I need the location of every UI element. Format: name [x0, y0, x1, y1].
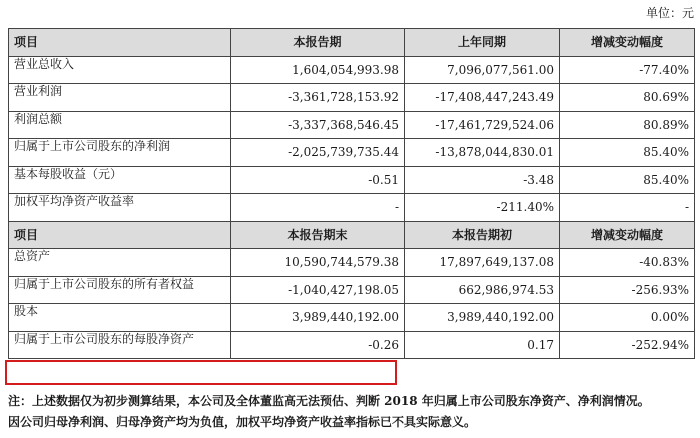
prior-value: -13,878,044,830.01: [405, 139, 560, 167]
start-value: 0.17: [405, 331, 560, 359]
current-value: -3,361,728,153.92: [231, 84, 405, 112]
table-row: [9, 276, 695, 304]
change-value: 0.00%: [560, 304, 695, 332]
prior-value: 7,096,077,561.00: [405, 56, 560, 84]
table-row: [9, 139, 695, 167]
change-value: 85.40%: [560, 139, 695, 167]
change-value: -40.83%: [560, 249, 695, 277]
table-row: [9, 111, 695, 139]
row-label: 股本: [9, 304, 231, 332]
row-label: 营业总收入: [9, 56, 231, 84]
header-cell: 本报告期末: [231, 221, 405, 249]
table-row: [9, 331, 695, 359]
header-cell: 项目: [9, 29, 231, 57]
change-value: 80.69%: [560, 84, 695, 112]
table-header-row: [9, 29, 695, 57]
current-value: 1,604,054,993.98: [231, 56, 405, 84]
table-row: [9, 194, 695, 222]
prior-value: -211.40%: [405, 194, 560, 222]
change-value: -256.93%: [560, 276, 695, 304]
row-label: 营业利润: [9, 84, 231, 112]
current-value: -3,337,368,546.45: [231, 111, 405, 139]
header-cell: 上年同期: [405, 29, 560, 57]
start-value: 662,986,974.53: [405, 276, 560, 304]
highlight-box: [5, 360, 397, 385]
change-value: -77.40%: [560, 56, 695, 84]
table-row: [9, 166, 695, 194]
current-value: -2,025,739,735.44: [231, 139, 405, 167]
footnote-line-2: 因公司归母净利润、归母净资产均为负值，加权平均净资产收益率指标已不具实际意义。: [8, 415, 477, 429]
header-cell: 增减变动幅度: [560, 29, 695, 57]
current-value: -0.51: [231, 166, 405, 194]
row-label: 加权平均净资产收益率: [9, 194, 231, 222]
header-cell: 本报告期: [231, 29, 405, 57]
row-label: 归属于上市公司股东的所有者权益: [9, 276, 231, 304]
row-label: 归属于上市公司股东的每股净资产: [9, 331, 231, 359]
prior-value: -17,461,729,524.06: [405, 111, 560, 139]
start-value: 17,897,649,137.08: [405, 249, 560, 277]
change-value: -: [560, 194, 695, 222]
row-label: 利润总额: [9, 111, 231, 139]
financial-summary-table: [8, 28, 695, 359]
change-value: -252.94%: [560, 331, 695, 359]
change-value: 85.40%: [560, 166, 695, 194]
footnote: [8, 391, 650, 433]
row-label: 基本每股收益（元）: [9, 166, 231, 194]
row-label: 归属于上市公司股东的净利润: [9, 139, 231, 167]
end-value: -0.26: [231, 331, 405, 359]
prior-value: -17,408,447,243.49: [405, 84, 560, 112]
table-header-row: [9, 221, 695, 249]
header-cell: 本报告期初: [405, 221, 560, 249]
change-value: 80.89%: [560, 111, 695, 139]
table-row: [9, 249, 695, 277]
start-value: 3,989,440,192.00: [405, 304, 560, 332]
footnote-line-1: 注：上述数据仅为初步测算结果，本公司及全体董监高无法预估、判断 2018 年归属上市公司股东净资产、净利润情况。: [8, 394, 650, 408]
current-value: -: [231, 194, 405, 222]
end-value: 10,590,744,579.38: [231, 249, 405, 277]
row-label: 总资产: [9, 249, 231, 277]
unit-label: 单位：元: [645, 6, 694, 20]
table-row: [9, 56, 695, 84]
table-row: [9, 304, 695, 332]
end-value: -1,040,427,198.05: [231, 276, 405, 304]
table-row: [9, 84, 695, 112]
header-cell: 项目: [9, 221, 231, 249]
prior-value: -3.48: [405, 166, 560, 194]
end-value: 3,989,440,192.00: [231, 304, 405, 332]
header-cell: 增减变动幅度: [560, 221, 695, 249]
